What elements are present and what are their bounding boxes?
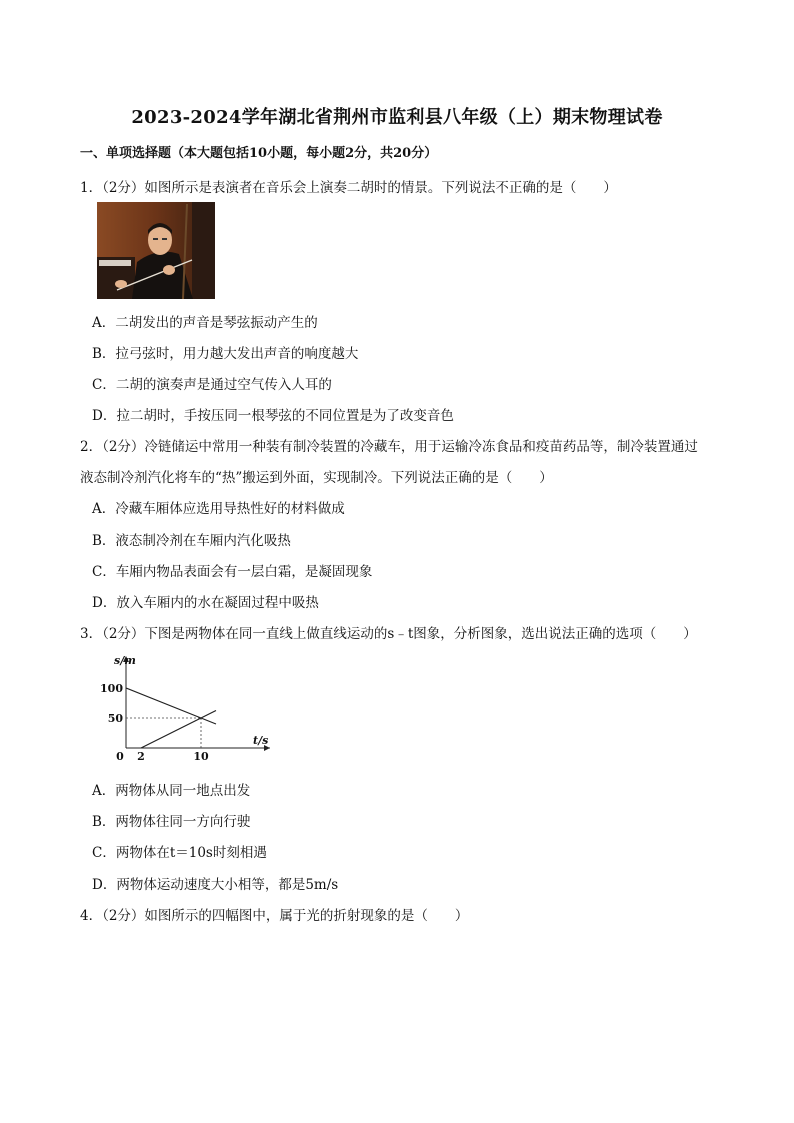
- q2-option-a: A．冷藏车厢体应选用导热性好的材料做成: [92, 501, 345, 517]
- s-t-graph: [100, 650, 278, 763]
- q1-option-b: B．拉弓弦时，用力越大发出声音的响度越大: [92, 346, 359, 362]
- section-heading: 一、单项选择题（本大题包括10小题，每小题2分，共20分）: [80, 146, 438, 161]
- series-line-2: [141, 711, 216, 749]
- q3-option-d: D．两物体运动速度大小相等，都是5m/s: [92, 877, 339, 893]
- x-tick-label: 2: [137, 750, 145, 763]
- x-tick-label: 10: [193, 750, 209, 763]
- y-tick-label: 50: [107, 712, 123, 725]
- q3-option-a: A．两物体从同一地点出发: [92, 783, 251, 799]
- question-4-stem: 4．（2分）如图所示的四幅图中，属于光的折射现象的是（ ）: [80, 908, 469, 924]
- q1-option-a: A．二胡发出的声音是琴弦振动产生的: [92, 315, 318, 331]
- question-1-stem: 1．（2分）如图所示是表演者在音乐会上演奏二胡时的情景。下列说法不正确的是（ ）: [80, 180, 617, 196]
- q2-option-b: B．液态制冷剂在车厢内汽化吸热: [92, 533, 291, 549]
- question-3-stem: 3．（2分）下图是两物体在同一直线上做直线运动的s﹣t图象，分析图象，选出说法正确的选项（ ）: [80, 626, 697, 642]
- page-title: 2023-2024学年湖北省荆州市监利县八年级（上）期末物理试卷: [131, 107, 663, 128]
- q3-option-c: C．两物体在t＝10s时刻相遇: [92, 845, 267, 861]
- y-tick-label: 100: [100, 682, 123, 695]
- series-line-1: [126, 688, 216, 724]
- q1-option-d: D．拉二胡时，手按压同一根琴弦的不同位置是为了改变音色: [92, 408, 454, 424]
- erhu-performer-photo: [97, 202, 215, 299]
- q2-option-c: C．车厢内物品表面会有一层白霜，是凝固现象: [92, 564, 373, 580]
- q2-option-d: D．放入车厢内的水在凝固过程中吸热: [92, 595, 319, 611]
- y-axis-label: s/m: [114, 654, 136, 667]
- q1-option-c: C．二胡的演奏声是通过空气传入人耳的: [92, 377, 332, 393]
- question-2-stem-line-2: 液态制冷剂汽化将车的“热”搬运到外面，实现制冷。下列说法正确的是（ ）: [80, 470, 553, 486]
- x-tick-label: 0: [116, 750, 124, 763]
- x-axis-label: t/s: [253, 734, 269, 747]
- q3-option-b: B．两物体往同一方向行驶: [92, 814, 251, 830]
- question-2-stem-line-1: 2．（2分）冷链储运中常用一种装有制冷装置的冷藏车，用于运输冷冻食品和疫苗药品等，制冷装置通过: [80, 439, 698, 455]
